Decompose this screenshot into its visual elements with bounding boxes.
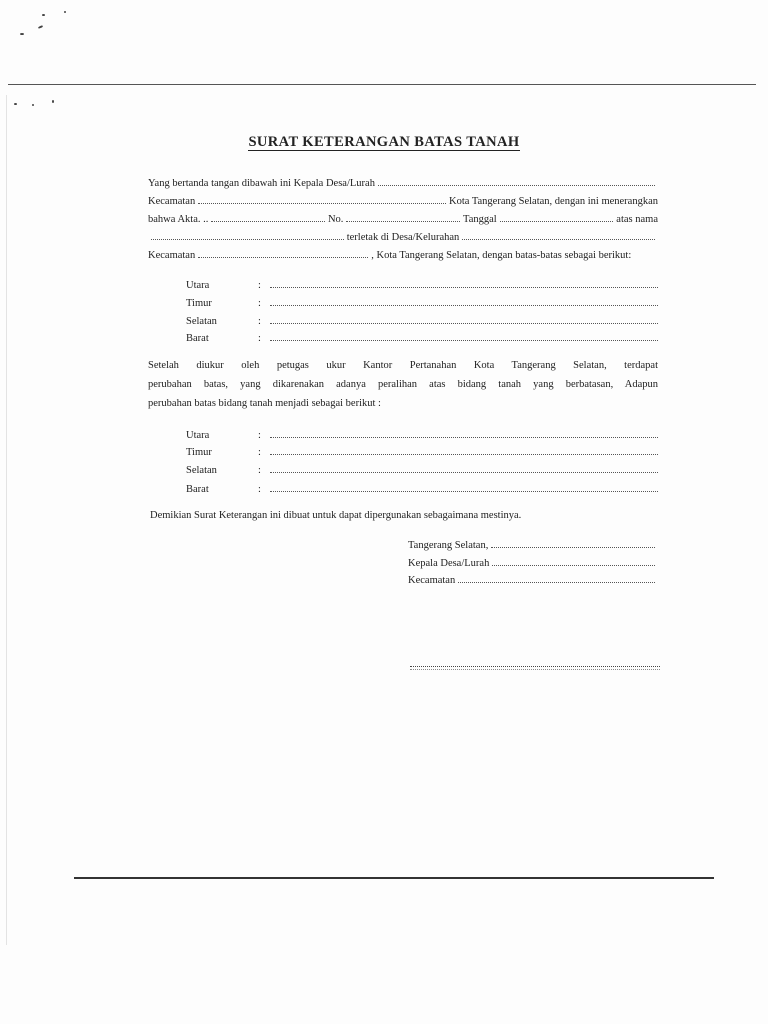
signature-line[interactable] [410,666,660,667]
colon: : [258,447,261,458]
signature-role: Kepala Desa/Lurah [408,558,490,569]
signature-district: Kecamatan [408,575,456,586]
scan-speck [42,14,45,16]
signature-place: Tangerang Selatan, [408,540,489,551]
blank-field[interactable] [270,331,658,341]
scan-speck [52,100,54,103]
intro-text: No. [327,214,344,225]
scan-speck [20,33,24,35]
colon: : [258,298,261,309]
blank-field[interactable] [151,230,344,240]
border-row-after [186,428,658,442]
colon: : [258,280,261,291]
colon: : [258,465,261,476]
signature-role-row [408,556,658,570]
blank-field[interactable] [500,212,614,222]
blank-field[interactable] [378,176,655,186]
blank-field[interactable] [346,212,460,222]
intro-text: Tanggal [463,214,497,225]
blank-field[interactable] [198,194,446,204]
border-row-before [186,278,658,292]
intro-line-3 [148,212,658,226]
blank-field[interactable] [270,314,658,324]
intro-text: , Kota Tangerang Selatan, dengan batas-batas sebagai berikut: [371,250,632,261]
signature-place-row [408,538,658,552]
colon: : [258,333,261,344]
border-label: Timur [186,298,212,309]
document-title [0,134,768,151]
blank-field[interactable] [270,428,658,438]
blank-field[interactable] [270,445,658,455]
intro-text: atas nama [616,214,658,225]
intro-line-4 [148,230,658,244]
intro-text: Yang bertanda tangan dibawah ini Kepala Desa/Lurah [148,178,375,189]
blank-field[interactable] [211,212,325,222]
intro-line-1 [148,176,658,190]
paragraph-line: perubahan batas bidang tanah menjadi sebagai berikut : [148,398,381,409]
border-row-before [186,331,658,345]
paragraph-line: Setelah diukur oleh petugas ukur Kantor Pertanahan Kota Tangerang Selatan, terdapat [148,360,658,371]
closing-statement: Demikian Surat Keterangan ini dibuat untuk dapat dipergunakan sebagaimana mestinya. [150,510,522,521]
border-row-after [186,482,658,496]
colon: : [258,430,261,441]
border-row-before [186,314,658,328]
blank-field[interactable] [270,463,658,473]
intro-text: Kecamatan [148,250,196,261]
colon: : [258,316,261,327]
blank-field[interactable] [270,296,658,306]
border-label: Selatan [186,465,217,476]
intro-line-5 [148,248,658,262]
intro-text: Kota Tangerang Selatan, dengan ini menerangkan [449,196,658,207]
border-label: Selatan [186,316,217,327]
scan-speck [32,104,34,106]
title-text: SURAT KETERANGAN BATAS TANAH [248,134,520,150]
intro-text: Kecamatan [148,196,196,207]
border-label: Utara [186,280,210,291]
footer-rule [74,877,714,879]
colon: : [258,484,261,495]
border-label: Barat [186,333,209,344]
blank-field[interactable] [198,248,368,258]
signature-line-underline [410,669,660,670]
blank-field[interactable] [462,230,655,240]
border-label: Barat [186,484,209,495]
border-row-after [186,463,658,477]
blank-field[interactable] [458,573,655,583]
paragraph-line: perubahan batas, yang dikarenakan adanya peralihan atas bidang tanah yang berbatasan, Adapun [148,379,658,390]
scan-speck [38,25,43,29]
border-label: Utara [186,430,210,441]
blank-field[interactable] [270,278,658,288]
blank-field[interactable] [492,556,655,566]
border-row-after [186,445,658,459]
intro-text: bahwa Akta. .. [148,214,209,225]
intro-line-2 [148,194,658,208]
scan-speck [14,103,17,105]
border-label: Timur [186,447,212,458]
scan-speck [64,11,66,13]
blank-field[interactable] [270,482,658,492]
blank-field[interactable] [491,538,655,548]
signature-district-row [408,573,658,587]
border-row-before [186,296,658,310]
header-rule [8,84,756,85]
scan-edge [6,95,7,945]
intro-text: terletak di Desa/Kelurahan [346,232,460,243]
